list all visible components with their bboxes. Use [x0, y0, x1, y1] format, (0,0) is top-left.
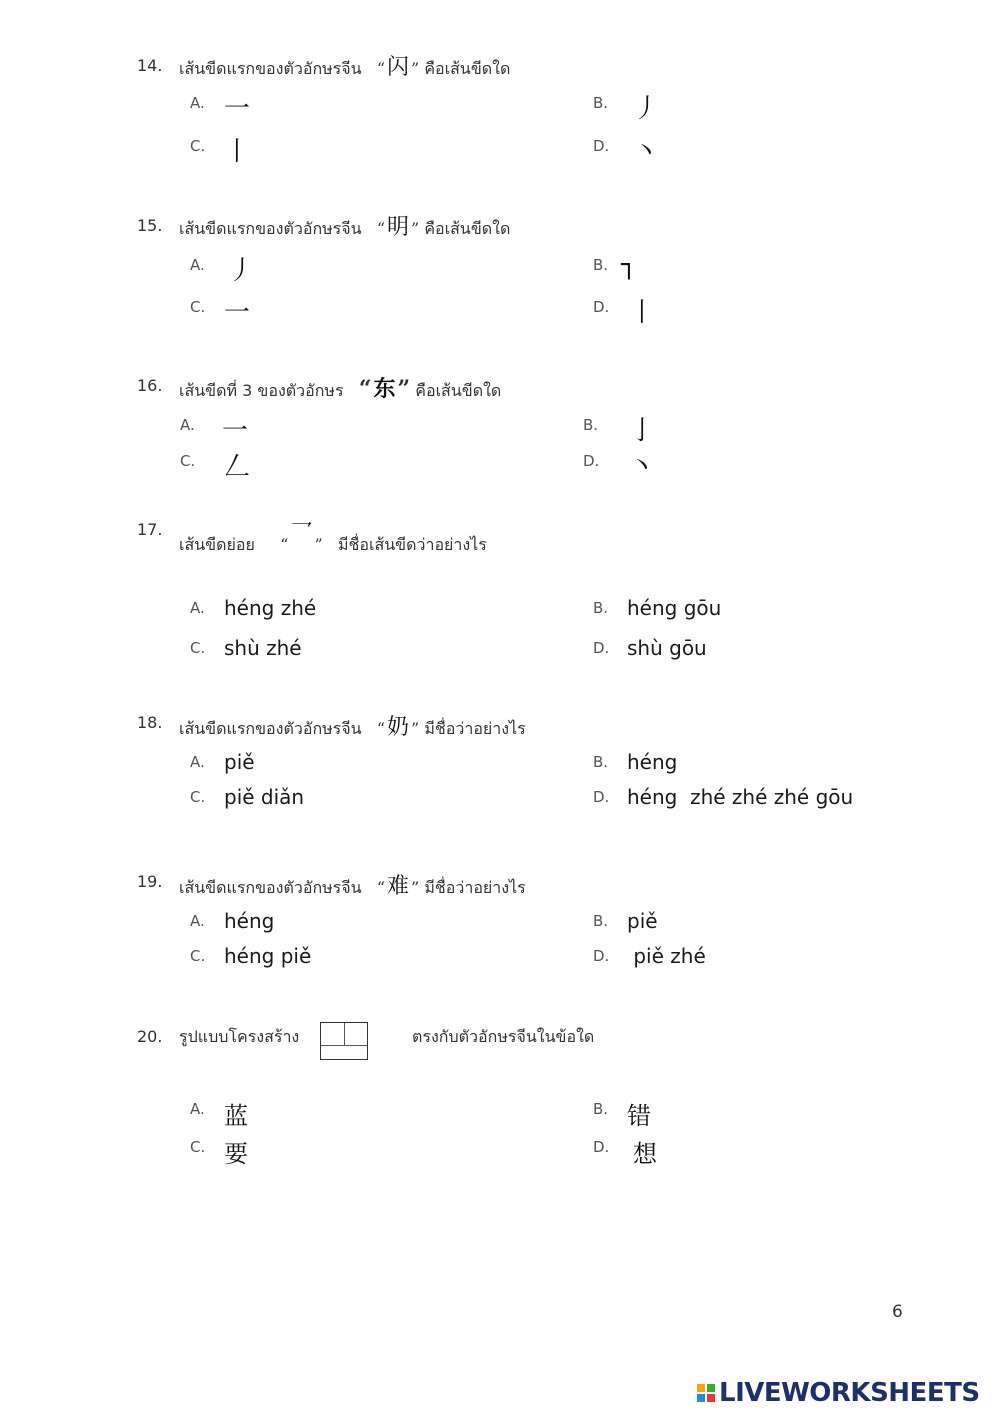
question-text-after: มีชื่อเส้นขีดว่าอย่างไร	[337, 535, 487, 554]
brand-mark-square	[697, 1394, 705, 1402]
option-value: ┐	[621, 250, 637, 280]
question-number: 17.	[137, 520, 163, 539]
option-value: héng piě	[224, 944, 312, 968]
option-label: D.	[593, 298, 610, 316]
option-label: D.	[583, 452, 600, 470]
open-quote: “	[280, 535, 289, 554]
question-text-after: คือเส้นขีดใด	[415, 381, 502, 400]
option-label: B.	[593, 256, 609, 274]
option-label: A.	[180, 416, 195, 434]
option-label: D.	[593, 137, 610, 155]
question-text	[179, 210, 510, 242]
question-text	[179, 372, 501, 404]
question-character: 乛	[290, 521, 313, 546]
question-character: 难	[387, 874, 410, 899]
option-value: 要	[224, 1140, 248, 1168]
option-label: C.	[190, 947, 206, 965]
brand-name: LIVEWORKSHEETS	[719, 1378, 980, 1408]
option-label: A.	[190, 256, 205, 274]
option-value: 丶	[633, 137, 660, 167]
question-character: 闪	[387, 55, 410, 80]
close-quote: ”	[411, 59, 420, 78]
option-label: A.	[190, 753, 205, 771]
option-value: 蓝	[224, 1102, 248, 1130]
question-text-before: เส้นขีดที่ 3 ของตัวอักษร	[179, 381, 344, 400]
structure-divider-vertical	[344, 1023, 345, 1045]
question-text-before: เส้นขีดย่อย	[179, 535, 255, 554]
open-quote: “	[376, 219, 386, 238]
question-number: 18.	[137, 713, 163, 732]
option-value: 一	[224, 298, 251, 328]
option-label: C.	[190, 1138, 206, 1156]
question-text-after: ตรงกับตัวอักษรจีนในข้อใด	[412, 1027, 595, 1046]
option-label: A.	[190, 1100, 205, 1118]
option-value: piě diǎn	[224, 785, 305, 809]
question-number: 15.	[137, 216, 163, 235]
option-label: A.	[190, 912, 205, 930]
structure-diagram-icon	[320, 1022, 368, 1060]
option-value: 丨	[629, 298, 656, 328]
option-label: B.	[593, 1100, 609, 1118]
brand-mark-square	[707, 1384, 715, 1392]
brand-mark-icon	[697, 1384, 715, 1402]
question-text-after: คือเส้นขีดใด	[424, 59, 511, 78]
option-label: A.	[190, 94, 205, 112]
brand-mark-square	[707, 1394, 715, 1402]
option-label: C.	[190, 788, 206, 806]
option-label: B.	[583, 416, 599, 434]
option-value: piě	[627, 909, 658, 933]
option-value: héng gōu	[627, 596, 722, 620]
option-value: 一	[222, 416, 249, 446]
close-quote: ”	[397, 376, 411, 402]
question-text	[179, 521, 487, 558]
option-value: shù gōu	[627, 636, 707, 660]
question-character: 奶	[387, 715, 410, 740]
option-label: A.	[190, 599, 205, 617]
question-number: 14.	[137, 56, 163, 75]
question-number: 19.	[137, 872, 163, 891]
option-value: héng	[627, 750, 678, 774]
option-value: 亅	[629, 416, 656, 446]
close-quote: ”	[411, 719, 420, 738]
option-value: 错	[627, 1102, 651, 1130]
option-value: 丿	[633, 94, 660, 124]
option-label: D.	[593, 947, 610, 965]
option-label: B.	[593, 599, 609, 617]
open-quote: “	[376, 878, 386, 897]
question-text-before: เส้นขีดแรกของตัวอักษรจีน	[179, 59, 362, 78]
open-quote: “	[358, 376, 372, 402]
option-label: C.	[190, 298, 206, 316]
option-value: 丿	[228, 256, 255, 286]
option-value: 一	[224, 94, 251, 124]
option-value: héng zhé	[224, 596, 317, 620]
option-label: D.	[593, 788, 610, 806]
question-number: 20.	[137, 1027, 163, 1046]
close-quote: ”	[411, 219, 420, 238]
structure-divider-horizontal	[321, 1045, 367, 1046]
option-value: 丶	[629, 452, 656, 482]
question-text-after: มีชื่อว่าอย่างไร	[424, 719, 526, 738]
option-label: B.	[593, 912, 609, 930]
question-character: 明	[387, 215, 410, 240]
question-text	[179, 710, 526, 742]
question-text-before: เส้นขีดแรกของตัวอักษรจีน	[179, 219, 362, 238]
question-text-before: เส้นขีดแรกของตัวอักษรจีน	[179, 719, 362, 738]
option-value: 想	[633, 1140, 657, 1168]
option-value: shù zhé	[224, 636, 302, 660]
brand-mark-square	[697, 1384, 705, 1392]
question-text-before: รูปแบบโครงสร้าง	[179, 1027, 300, 1046]
option-label: C.	[190, 137, 206, 155]
option-label: D.	[593, 1138, 610, 1156]
question-text-after: คือเส้นขีดใด	[424, 219, 511, 238]
option-label: D.	[593, 639, 610, 657]
option-label: B.	[593, 753, 609, 771]
option-label: C.	[190, 639, 206, 657]
option-label: C.	[180, 452, 196, 470]
close-quote: ”	[411, 878, 420, 897]
question-character: 东	[373, 376, 396, 402]
question-text-after: มีชื่อว่าอย่างไร	[424, 878, 526, 897]
question-number: 16.	[137, 376, 163, 395]
option-label: B.	[593, 94, 609, 112]
close-quote: ”	[314, 535, 323, 554]
option-value: piě	[224, 750, 255, 774]
question-text-before: เส้นขีดแรกของตัวอักษรจีน	[179, 878, 362, 897]
question-text	[179, 50, 510, 82]
open-quote: “	[376, 59, 386, 78]
question-text	[179, 869, 526, 901]
option-value: 𠃋	[224, 452, 251, 482]
option-value: piě zhé	[627, 944, 706, 968]
option-value: héng zhé zhé zhé gōu	[627, 785, 854, 809]
page-number: 6	[892, 1302, 903, 1322]
open-quote: “	[376, 719, 386, 738]
option-value: héng	[224, 909, 275, 933]
liveworksheets-logo[interactable]	[697, 1378, 980, 1408]
option-value: 丨	[224, 137, 251, 167]
